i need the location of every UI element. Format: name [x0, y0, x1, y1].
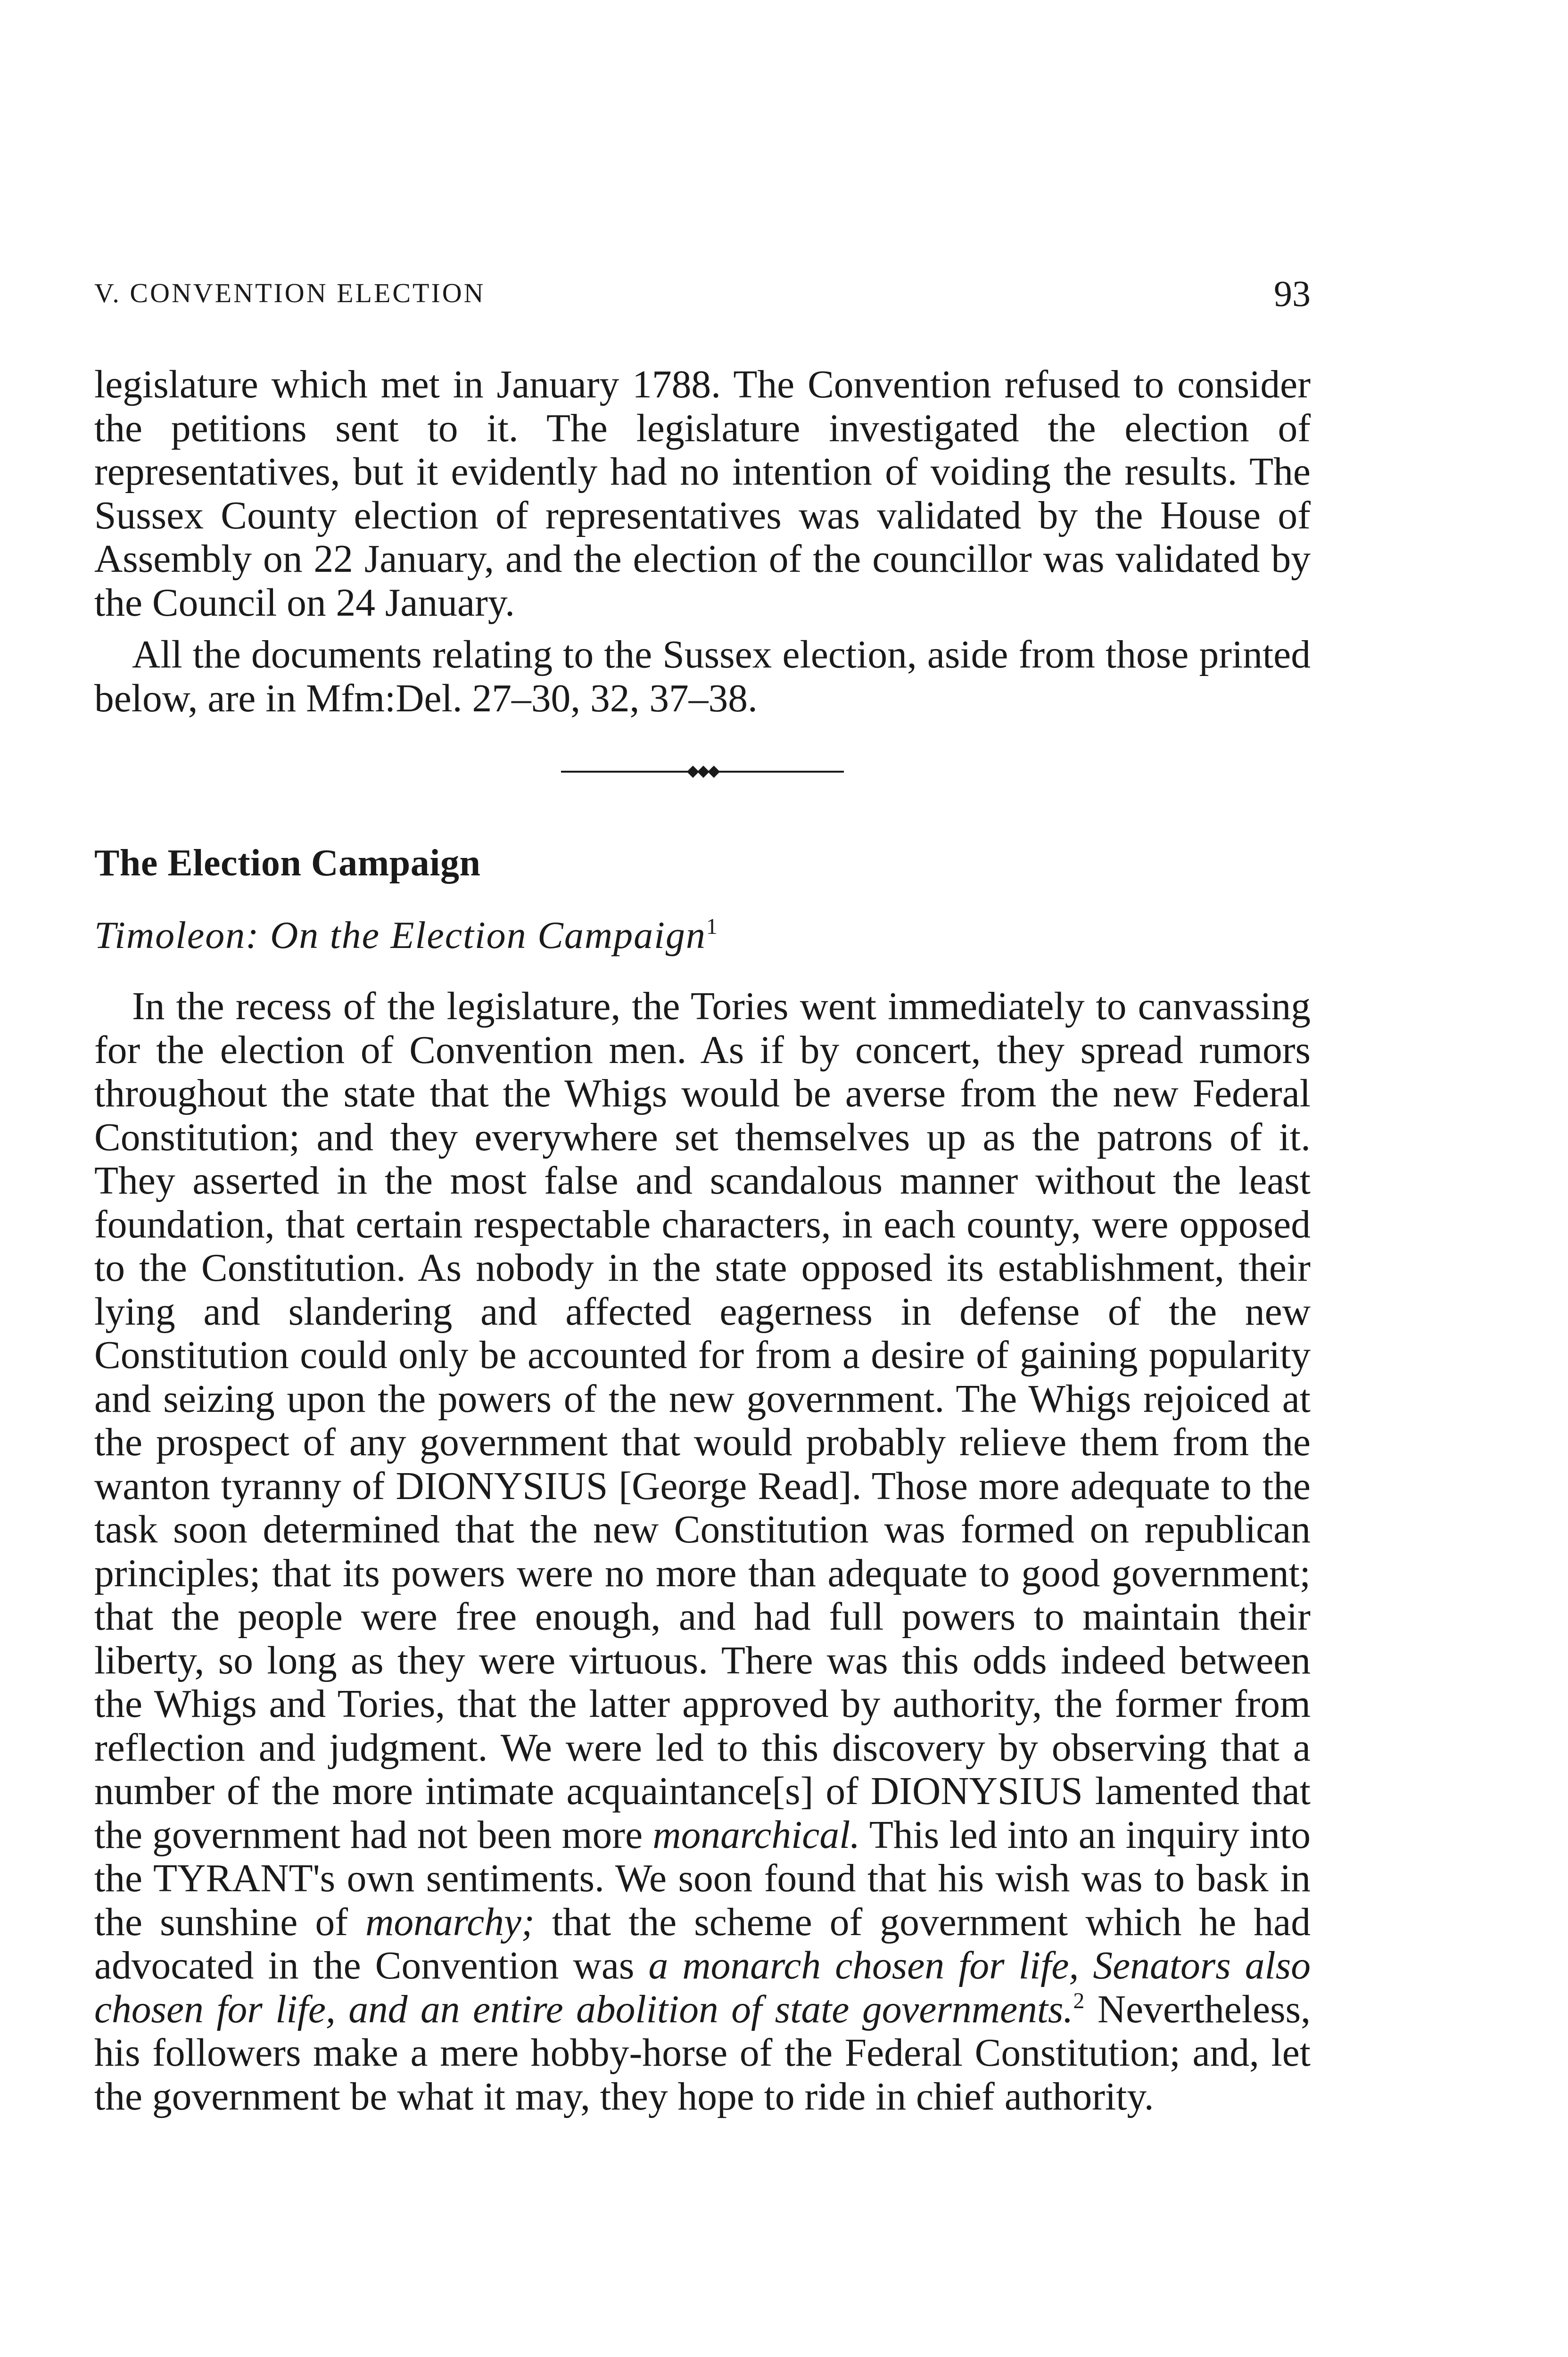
section-title: The Election Campaign [94, 842, 481, 884]
essay-text-part-3: that the scheme of government which he had advocated in the Convention was [94, 1900, 1311, 1987]
footnote-ref-1: 1 [706, 914, 718, 939]
intro-paragraph-continued: legislature which met in January 1788. The Convention refused to consider the petitions sent to it. The legislature investigated the election of representatives, but it evidently had no intention of voiding the results. The Sussex County election of representatives was validated by the House of Assembly on 22 January, and the election of the councillor was validated by the Council on 24 January. [94, 363, 1311, 625]
essay-italic-monarchy: monarchy; [365, 1900, 535, 1944]
essay-text [94, 985, 1311, 2118]
running-title: V. CONVENTION ELECTION [94, 278, 486, 308]
divider-ornament: ◆◆◆ [686, 762, 718, 780]
footnote-ref-2: 2 [1073, 1988, 1085, 2013]
essay-text-part-2: This led into an inquiry into the TYRANT's own sentiments. We soon found that his wish was to bask in the sunshine of [94, 1813, 1311, 1944]
page-number: 93 [1274, 273, 1311, 314]
essay-italic-scheme: a monarch chosen for life, Senators also chosen for life, and an entire abolition of state governments. [94, 1944, 1311, 2031]
section-divider [561, 762, 844, 781]
document-title [94, 913, 1311, 957]
intro-paragraph-documents: All the documents relating to the Sussex election, aside from those printed below, are in Mfm:Del. 27–30, 32, 37–38. [94, 633, 1311, 720]
essay-italic-monarchical: monarchical. [652, 1813, 860, 1857]
essay-text-part-4: Nevertheless, his followers make a mere hobby-horse of the Federal Constitution; and, let the government be what it may, they hope to ride in chief authority. [94, 1987, 1311, 2118]
book-page [94, 264, 1311, 2118]
intro-text [94, 363, 1311, 720]
running-head [94, 264, 1311, 314]
essay-text-part-1: In the recess of the legislature, the Tories went immediately to canvassing for the election of Convention men. As if by concert, they spread rumors throughout the state that the Whigs would be averse from the new Federal Constitution; and they everywhere set themselves up as the patrons of it. They asserted in the most false and scandalous manner without the least foundation, that certain respectable characters, in each county, were opposed to the Constitution. As nobody in the state opposed its establishment, their lying and slandering and affected eagerness in defense of the new Constitution could only be accounted for from a desire of gaining popularity and seizing upon the powers of the new government. The Whigs rejoiced at the prospect of any government that would probably relieve them from the wanton tyranny of DIONYSIUS [George Read]. Those more adequate to the task soon determined that the new Constitution was formed on republican principles; that its powers were no more than adequate to good government; that the people were free enough, and had full powers to maintain their liberty, so long as they were virtuous. There was this odds indeed between the Whigs and Tories, that the latter approved by authority, the former from reflection and judgment. We were led to this discovery by observing that a number of the more intimate acquaintance[s] of DIONYSIUS lamented that the government had not been more [94, 985, 1311, 1857]
document-title-text: Timoleon: On the Election Campaign [94, 914, 706, 956]
essay-paragraph [94, 985, 1311, 2118]
